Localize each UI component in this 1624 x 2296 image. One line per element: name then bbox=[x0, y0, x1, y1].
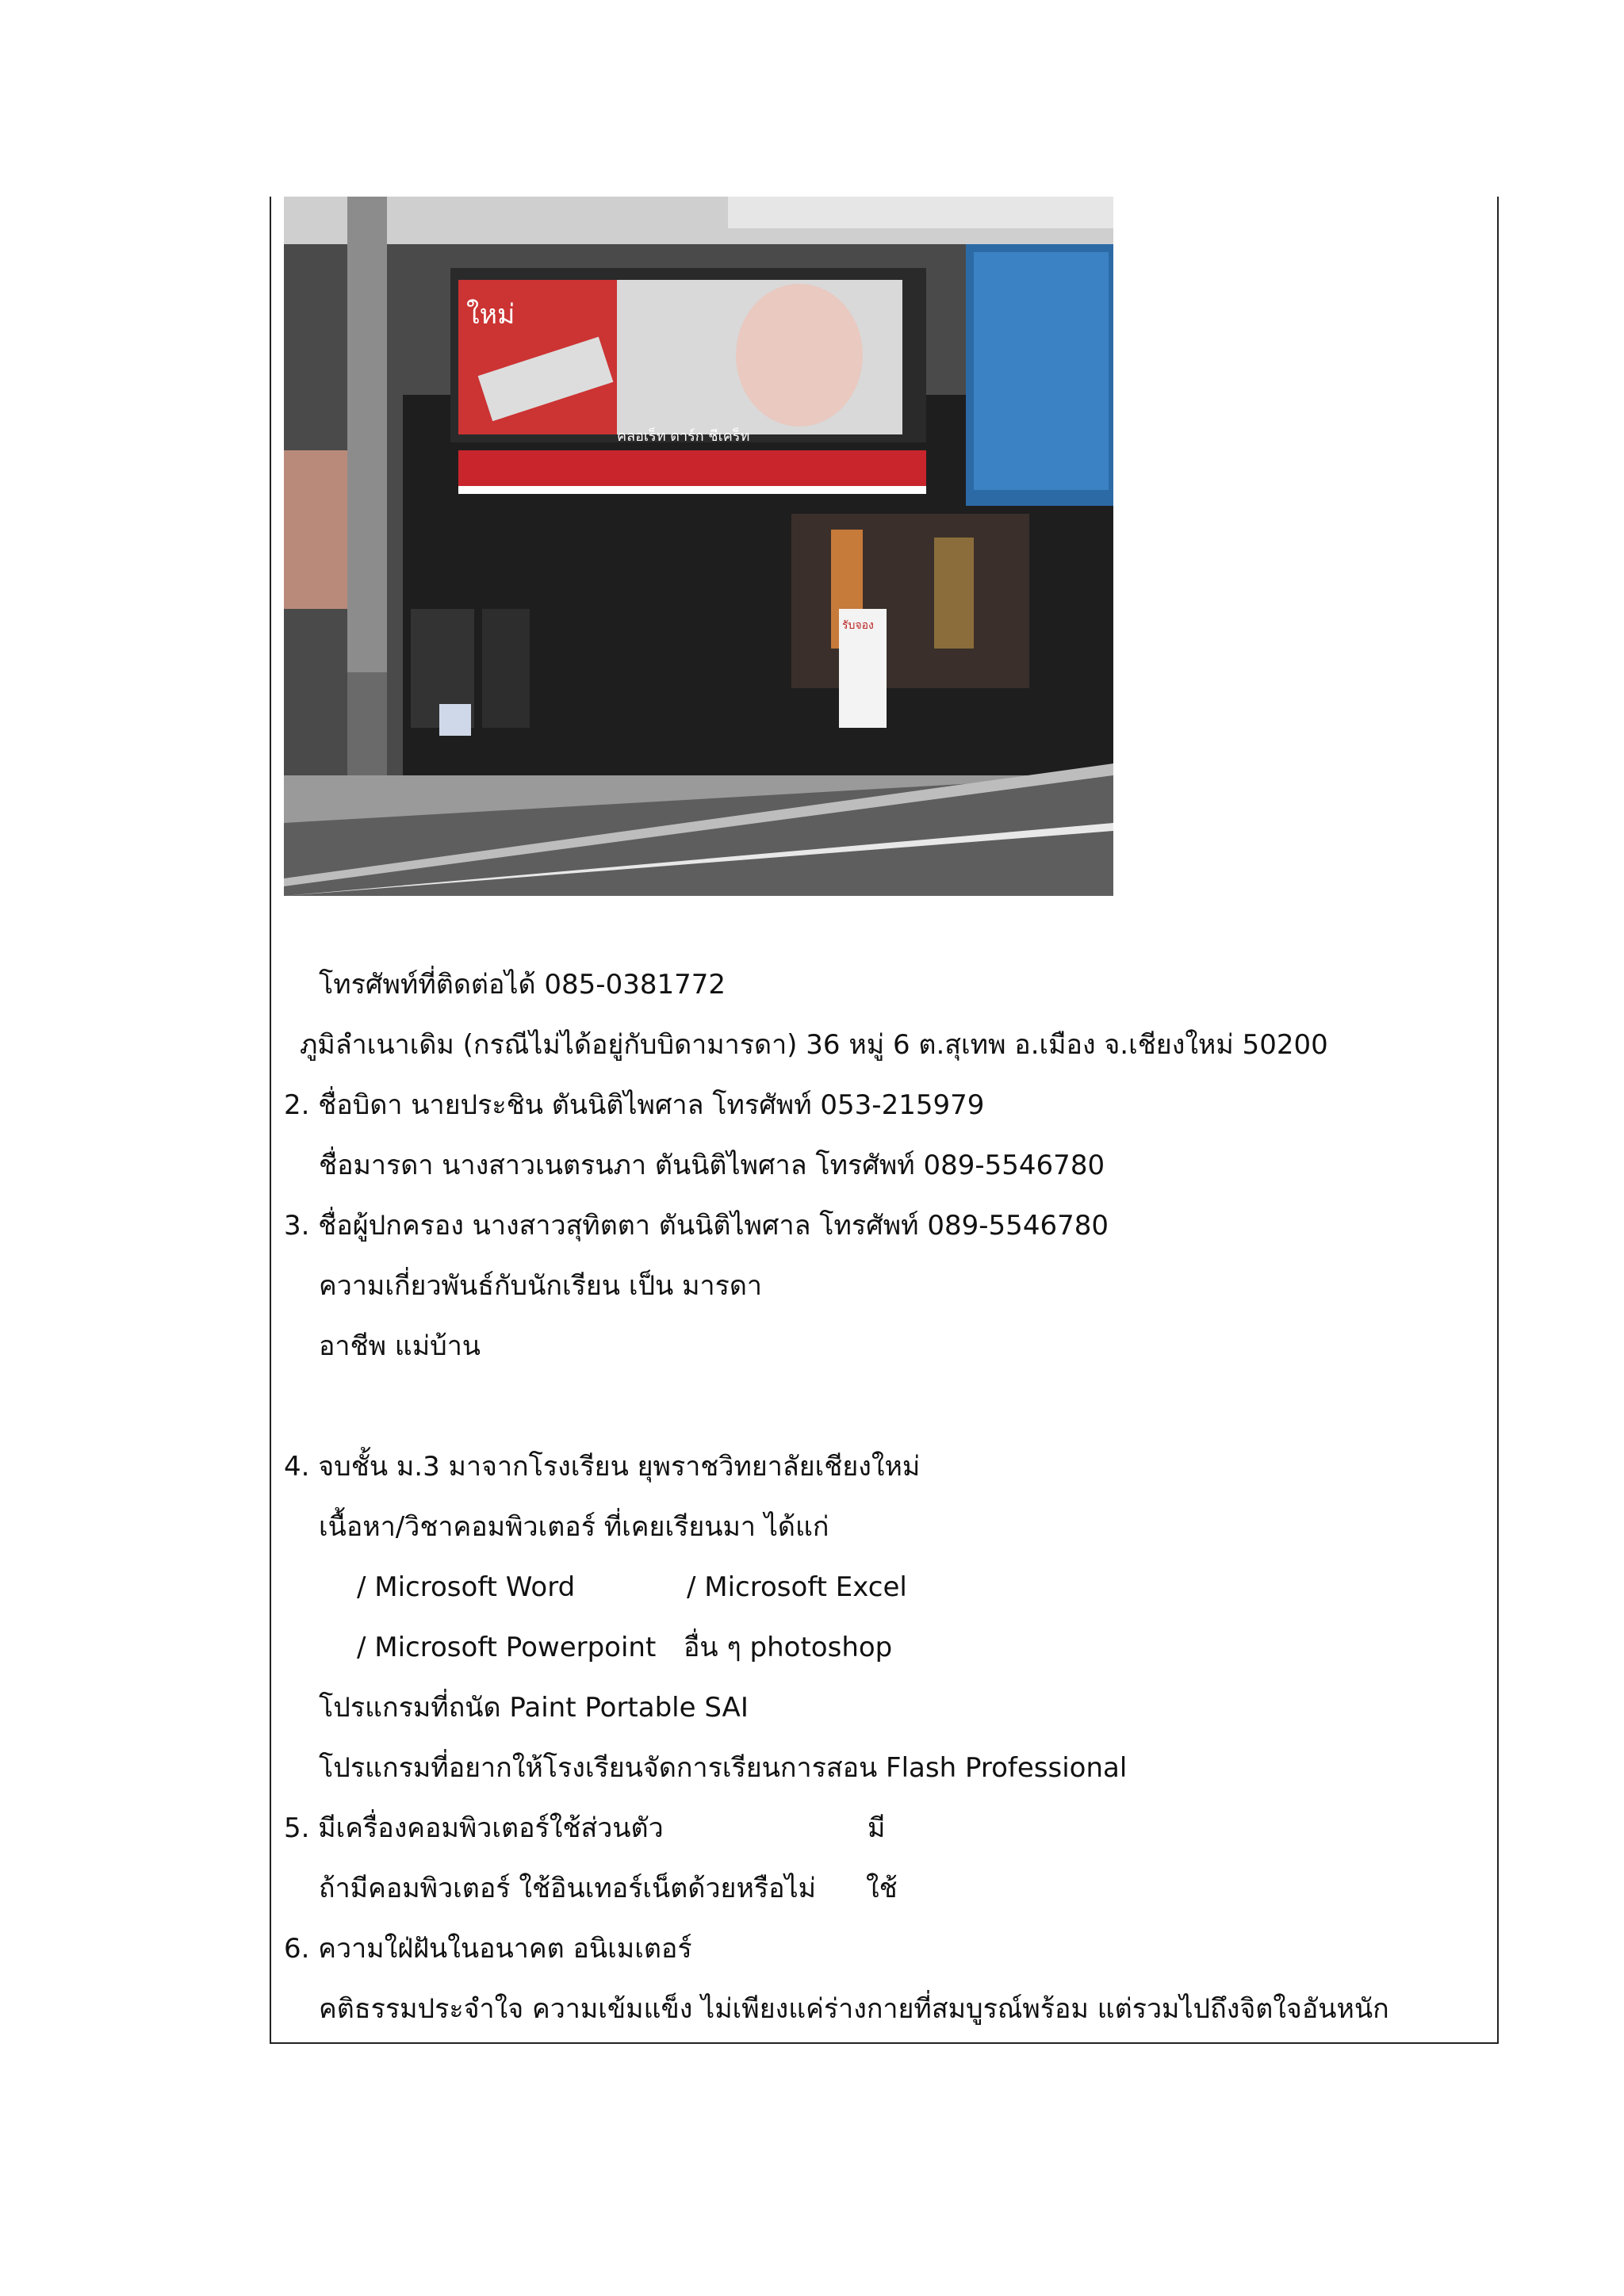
occupation-line: อาชีพ แม่บ้าน bbox=[319, 1330, 481, 1362]
sign-new: ใหม่ bbox=[466, 299, 515, 331]
guardian-line: 3. ชื่อผู้ปกครอง นางสาวสุทิตตา ตันนิติไพศาล โทรศัพท์ 089-5546780 bbox=[284, 1210, 1109, 1242]
dream-line: 6. ความใฝ่ฝันในอนาคต อนิเมเตอร์ bbox=[284, 1933, 692, 1965]
school-line: 4. จบชั้น ม.3 มาจากโรงเรียน ยุพราชวิทยาลัยเชียงใหม่ bbox=[284, 1451, 921, 1483]
relation-line: ความเกี่ยวพันธ์กับนักเรียน เป็น มารดา bbox=[319, 1270, 763, 1302]
sign-brand: คลอเร็ท ดาร์ก ชีเคร็ท bbox=[617, 428, 750, 445]
subjects-intro-line: เนื้อหา/วิชาคอมพิวเตอร์ ที่เคยเรียนมา ได้แก่ bbox=[319, 1511, 829, 1543]
sign-reserve: รับจอง bbox=[842, 619, 874, 632]
storefront-photo bbox=[284, 197, 1113, 896]
wanted-program-line: โปรแกรมที่อยากให้โรงเรียนจัดการเรียนการสอน Flash Professional bbox=[319, 1752, 1128, 1784]
internet-line: ถ้ามีคอมพิวเตอร์ ใช้อินเทอร์เน็ตด้วยหรือไม่ bbox=[319, 1873, 817, 1904]
phone-line: โทรศัพท์ที่ติดต่อได้ 085-0381772 bbox=[319, 969, 726, 1001]
subject-excel: / Microsoft Excel bbox=[687, 1571, 907, 1603]
internet-answer: ใช้ bbox=[866, 1873, 898, 1904]
skilled-program-line: โปรแกรมที่ถนัด Paint Portable SAI bbox=[319, 1692, 749, 1724]
subject-word: / Microsoft Word bbox=[357, 1571, 576, 1603]
own-pc-answer: มี bbox=[868, 1812, 886, 1844]
mother-line: ชื่อมารดา นางสาวเนตรนภา ตันนิติไพศาล โทรศัพท์ 089-5546780 bbox=[319, 1150, 1105, 1181]
motto-line: คติธรรมประจำใจ ความเข้มแข็ง ไม่เพียงแค่ร่างกายที่สมบูรณ์พร้อม แต่รวมไปถึงจิตใจอันหนัก bbox=[319, 1993, 1389, 2025]
subject-powerpoint: / Microsoft Powerpoint bbox=[357, 1632, 657, 1663]
hometown-line: ภูมิลำเนาเดิม (กรณีไม่ได้อยู่กับบิดามารดา) 36 หมู่ 6 ต.สุเทพ อ.เมือง จ.เชียงใหม่ 50200 bbox=[300, 1029, 1328, 1061]
own-pc-line: 5. มีเครื่องคอมพิวเตอร์ใช้ส่วนตัว bbox=[284, 1812, 664, 1844]
subject-others: อื่น ๆ photoshop bbox=[684, 1632, 893, 1663]
father-line: 2. ชื่อบิดา นายประชิน ตันนิติไพศาล โทรศัพท์ 053-215979 bbox=[284, 1089, 985, 1121]
